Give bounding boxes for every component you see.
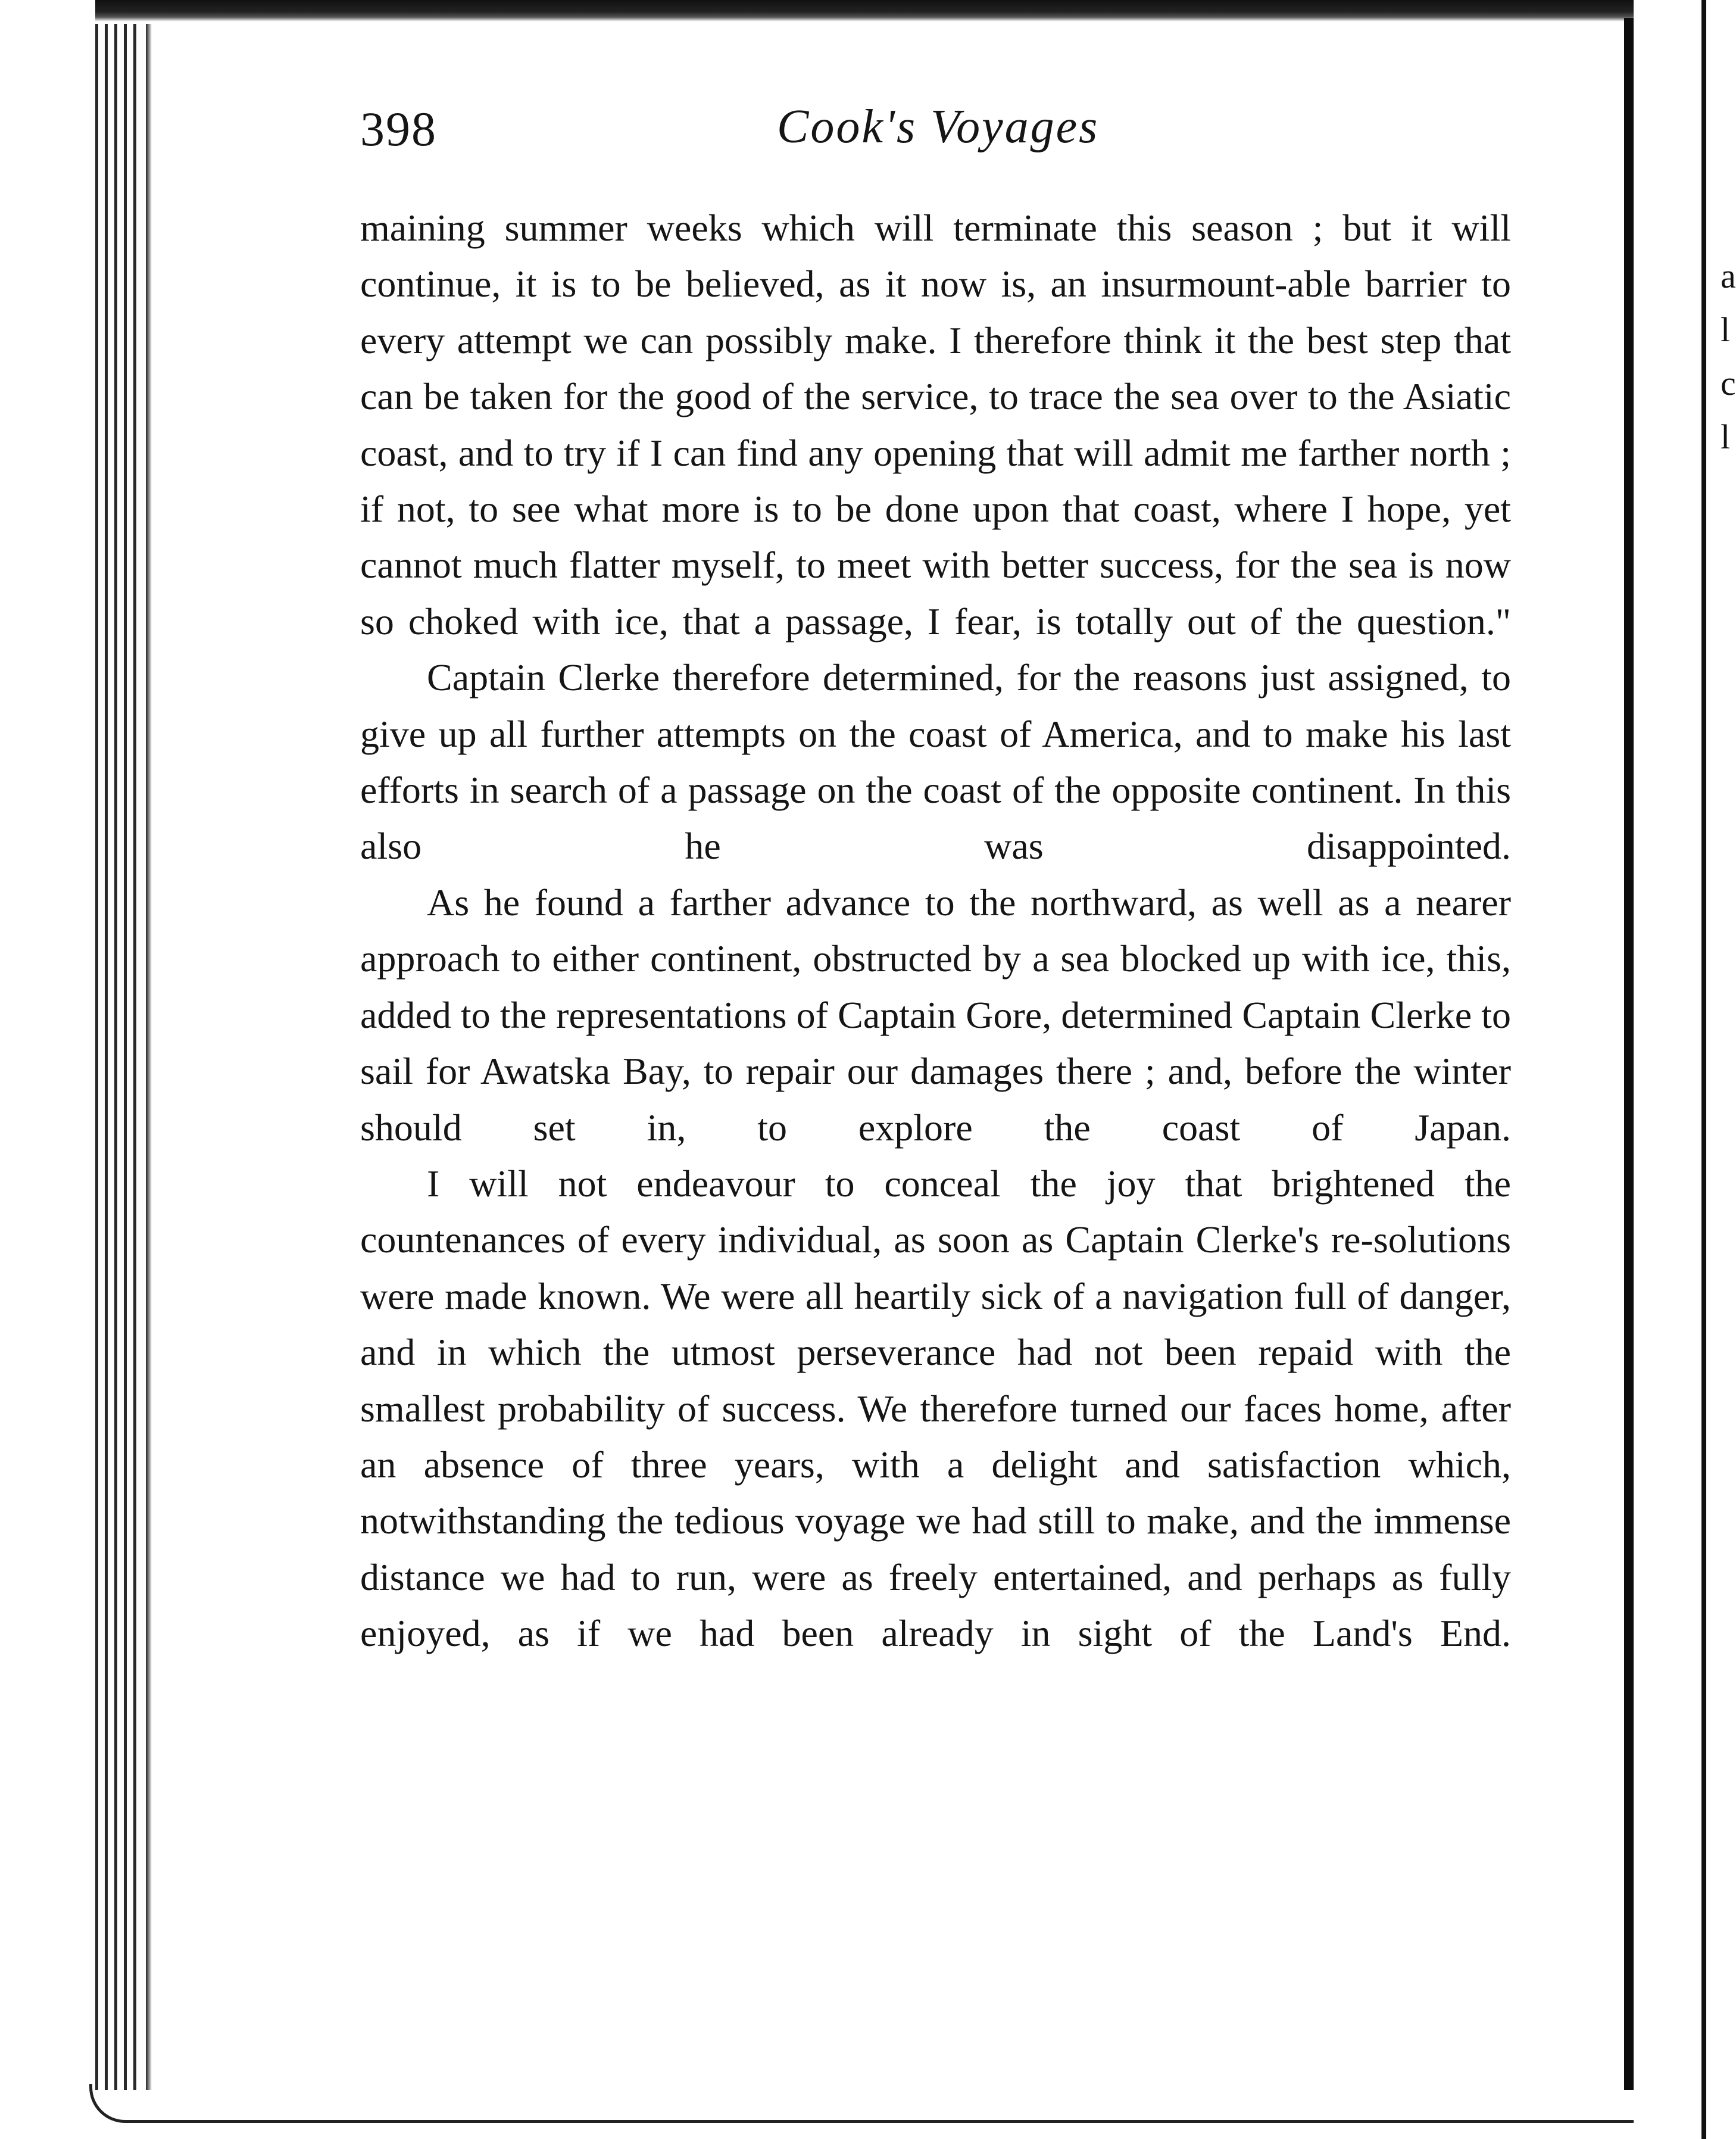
- facing-page-letter: l: [1721, 310, 1731, 349]
- book-fore-edge: [1624, 18, 1634, 2090]
- paragraph-2: Captain Clerke therefore determined, for the reasons just assigned, to give up all further attempts on the coast of America, and to make his last efforts in search of a passage on the coast of the opposite continent. In this also he was disappointed.: [360, 656, 1511, 868]
- facing-page-margin: [1634, 0, 1731, 2139]
- facing-page-edge: [1701, 0, 1706, 2139]
- body-text: [360, 200, 1511, 1662]
- paragraph-1: maining summer weeks which will terminate this season ; but it will continue, it is to be believed, as it now is, an insurmount-able barrier to every attempt we can possibly make. I therefore think it the best step that can be taken for the good of the service, to trace the sea over to the Asiatic coast, and to try if I can find any opening that will admit me farther north ; if not, to see what more is to be done upon that coast, where I hope, yet cannot much flatter myself, to meet with better success, for the sea is now so choked with ice, that a passage, I fear, is totally out of the question.": [360, 207, 1511, 643]
- paragraph-3: As he found a farther advance to the northward, as well as a nearer approach to either continent, obstructed by a sea blocked up with ice, this, added to the representations of Captain Gore, determined Captain Clerke to sail for Awatska Bay, to repair our damages there ; and, before the winter should set in, to explore the coast of Japan.: [360, 881, 1511, 1149]
- facing-page-letter: l: [1721, 417, 1731, 456]
- running-head: Cook's Voyages: [777, 101, 1100, 153]
- facing-page-letter: c: [1721, 364, 1736, 403]
- page-number: 398: [360, 102, 437, 156]
- facing-page-letter: a: [1721, 257, 1736, 295]
- paragraph-4: I will not endeavour to conceal the joy that brightened the countenances of every individual, as soon as Captain Clerke's re-solutions were made known. We were all heartily sick of a navigation full of danger, and in which the utmost perseverance had not been repaid with the smallest probability of success. We therefore turned our faces home, after an absence of three years, with a delight and satisfaction which, notwithstanding the tedious voyage we had still to make, and the immense distance we had to run, were as freely entertained, and perhaps as fully enjoyed, as if we had been already in sight of the Land's End.: [360, 1162, 1511, 1655]
